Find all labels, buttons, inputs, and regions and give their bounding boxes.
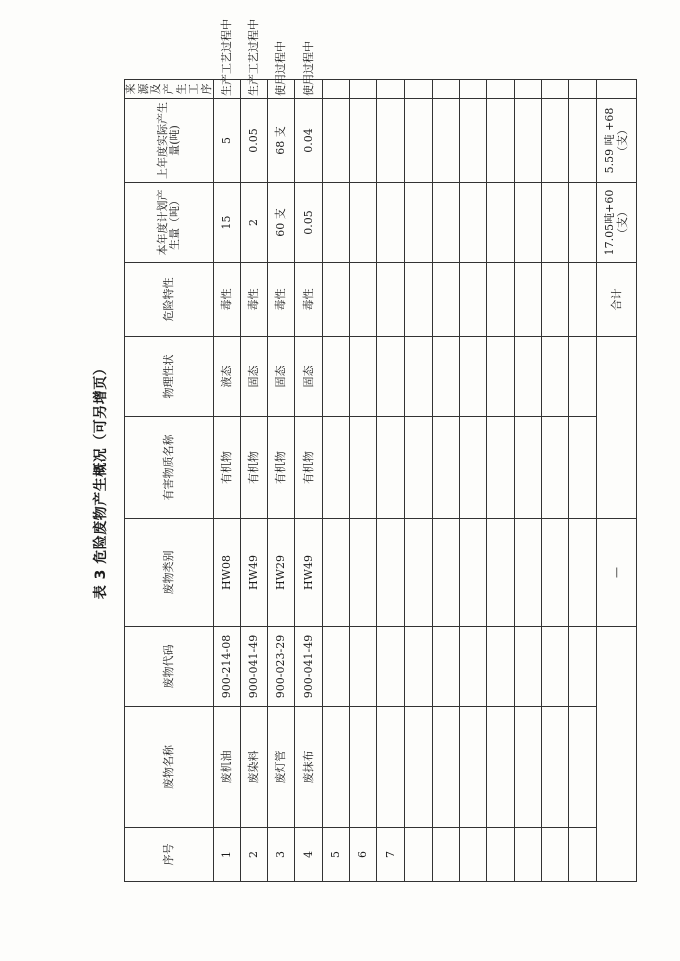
planned-amount-cell: 60 支 [268,183,295,263]
hazard-property-cell [405,263,433,337]
planned-amount-cell [433,183,460,263]
physical-state-cell [377,337,405,417]
page-title: 表 3 危险废物产生概况（可另增页） [93,360,109,600]
waste-category-cell [515,519,542,627]
header-actual-amount: 上年度实际产生量(吨) [125,99,214,183]
waste-category-cell [350,519,377,627]
planned-amount-cell [405,183,433,263]
physical-state-cell [433,337,460,417]
waste-code-cell: 900-041-49 [241,627,268,707]
totals-category-mark: — [597,519,637,627]
planned-amount-cell [377,183,405,263]
waste-category-cell [433,519,460,627]
totals-row [597,80,637,882]
planned-amount-cell [487,183,515,263]
row-seq-cell [487,828,515,882]
hazardous-substance-cell [569,417,597,519]
hazardous-substance-cell [405,417,433,519]
table-row [295,80,323,882]
totals-actual-amount: 5.59 吨 +68（支） [597,99,637,183]
actual-amount-cell [350,99,377,183]
table-row [487,80,515,882]
hazardous-substance-cell: 有机物 [268,417,295,519]
waste-name-cell [460,707,487,828]
table-row [433,80,460,882]
hazardous-substance-cell: 有机物 [295,417,323,519]
header-seq: 序号 [125,828,214,882]
waste-name-cell: 废机油 [214,707,241,828]
planned-amount-cell [515,183,542,263]
physical-state-cell [323,337,350,417]
header-waste-name: 废物名称 [125,707,214,828]
waste-category-cell [377,519,405,627]
hazard-property-cell [460,263,487,337]
row-seq-cell: 5 [323,828,350,882]
table-row [542,80,569,882]
header-source-process: 来源及产生工序 [125,80,214,99]
waste-name-cell [350,707,377,828]
planned-amount-cell [542,183,569,263]
actual-amount-cell: 0.04 [295,99,323,183]
actual-amount-cell [377,99,405,183]
row-seq-cell: 2 [241,828,268,882]
source-process-cell [569,80,597,99]
waste-code-cell [460,627,487,707]
source-process-cell [460,80,487,99]
waste-name-cell [405,707,433,828]
row-seq-cell [542,828,569,882]
waste-name-cell: 废灯管 [268,707,295,828]
planned-amount-cell [350,183,377,263]
table-row [214,80,241,882]
hazardous-substance-cell: 有机物 [214,417,241,519]
hazardous-substance-cell [377,417,405,519]
waste-name-cell [377,707,405,828]
actual-amount-cell [433,99,460,183]
source-process-cell [377,80,405,99]
table-row [405,80,433,882]
physical-state-cell [515,337,542,417]
source-process-cell: 使用过程中 [295,80,323,99]
totals-blank-cell [597,627,637,882]
header-waste-code: 废物代码 [125,627,214,707]
waste-name-cell [569,707,597,828]
physical-state-cell [542,337,569,417]
source-process-cell [487,80,515,99]
table-row [268,80,295,882]
source-process-cell [350,80,377,99]
table-row [377,80,405,882]
table-row [569,80,597,882]
waste-name-cell: 废染料 [241,707,268,828]
planned-amount-cell [569,183,597,263]
actual-amount-cell [542,99,569,183]
waste-code-cell [433,627,460,707]
source-process-cell [405,80,433,99]
physical-state-cell [487,337,515,417]
physical-state-cell: 固态 [241,337,268,417]
table-row [460,80,487,882]
table-row [350,80,377,882]
totals-label: 合计 [597,263,637,337]
physical-state-cell: 液态 [214,337,241,417]
hazard-property-cell [350,263,377,337]
hazard-property-cell: 毒性 [241,263,268,337]
physical-state-cell [350,337,377,417]
source-process-cell: 生产工艺过程中 [214,80,241,99]
waste-category-cell [460,519,487,627]
header-physical-state: 物理性状 [125,337,214,417]
row-seq-cell: 6 [350,828,377,882]
waste-code-cell [542,627,569,707]
planned-amount-cell: 15 [214,183,241,263]
actual-amount-cell: 5 [214,99,241,183]
totals-blank-cell [597,337,637,519]
actual-amount-cell [569,99,597,183]
header-hazard-property: 危险特性 [125,263,214,337]
waste-category-cell [405,519,433,627]
physical-state-cell [405,337,433,417]
waste-name-cell [542,707,569,828]
row-seq-cell: 3 [268,828,295,882]
hazard-property-cell: 毒性 [295,263,323,337]
waste-code-cell: 900-214-08 [214,627,241,707]
waste-name-cell [323,707,350,828]
waste-category-cell [487,519,515,627]
actual-amount-cell: 68 支 [268,99,295,183]
actual-amount-cell [515,99,542,183]
physical-state-cell [569,337,597,417]
waste-category-cell: HW49 [241,519,268,627]
source-process-cell [433,80,460,99]
planned-amount-cell: 2 [241,183,268,263]
planned-amount-cell [460,183,487,263]
waste-category-cell [569,519,597,627]
waste-category-cell [542,519,569,627]
hazardous-substance-cell [487,417,515,519]
hazard-property-cell [433,263,460,337]
hazardous-substance-cell [460,417,487,519]
row-seq-cell: 7 [377,828,405,882]
row-seq-cell [433,828,460,882]
actual-amount-cell [323,99,350,183]
totals-blank-cell [597,80,637,99]
source-process-cell: 使用过程中 [268,80,295,99]
row-seq-cell [515,828,542,882]
row-seq-cell: 1 [214,828,241,882]
hazard-property-cell: 毒性 [268,263,295,337]
waste-name-cell [515,707,542,828]
hazardous-substance-cell [542,417,569,519]
waste-code-cell [515,627,542,707]
waste-code-cell [569,627,597,707]
hazardous-waste-table-container [124,19,629,882]
header-waste-category: 废物类别 [125,519,214,627]
actual-amount-cell [487,99,515,183]
source-process-cell [542,80,569,99]
waste-category-cell [323,519,350,627]
hazard-property-cell [515,263,542,337]
waste-code-cell: 900-041-49 [295,627,323,707]
waste-code-cell [405,627,433,707]
row-seq-cell [460,828,487,882]
hazardous-waste-table [124,19,637,882]
hazard-property-cell [487,263,515,337]
hazard-property-cell [323,263,350,337]
header-hazardous-substance: 有害物质名称 [125,417,214,519]
hazardous-substance-cell [323,417,350,519]
hazardous-substance-cell [350,417,377,519]
waste-category-cell: HW49 [295,519,323,627]
physical-state-cell: 固态 [268,337,295,417]
hazardous-substance-cell [433,417,460,519]
waste-code-cell: 900-023-29 [268,627,295,707]
totals-planned-amount: 17.05吨+60（支） [597,183,637,263]
waste-code-cell [350,627,377,707]
row-seq-cell: 4 [295,828,323,882]
source-process-cell: 生产工艺过程中 [241,80,268,99]
planned-amount-cell: 0.05 [295,183,323,263]
actual-amount-cell [405,99,433,183]
hazard-property-cell [542,263,569,337]
source-process-cell [515,80,542,99]
row-seq-cell [405,828,433,882]
physical-state-cell: 固态 [295,337,323,417]
table-row [241,80,268,882]
hazard-property-cell: 毒性 [214,263,241,337]
waste-name-cell [433,707,460,828]
waste-name-cell: 废抹布 [295,707,323,828]
waste-category-cell: HW29 [268,519,295,627]
source-process-cell [323,80,350,99]
header-planned-amount: 本年度计划产生量（吨） [125,183,214,263]
waste-code-cell [323,627,350,707]
waste-category-cell: HW08 [214,519,241,627]
table-row [323,80,350,882]
waste-code-cell [487,627,515,707]
hazardous-substance-cell: 有机物 [241,417,268,519]
waste-name-cell [487,707,515,828]
hazard-property-cell [377,263,405,337]
row-seq-cell [569,828,597,882]
hazardous-substance-cell [515,417,542,519]
hazard-property-cell [569,263,597,337]
actual-amount-cell [460,99,487,183]
actual-amount-cell: 0.05 [241,99,268,183]
physical-state-cell [460,337,487,417]
table-row [515,80,542,882]
planned-amount-cell [323,183,350,263]
table-header-row [125,80,214,882]
waste-code-cell [377,627,405,707]
